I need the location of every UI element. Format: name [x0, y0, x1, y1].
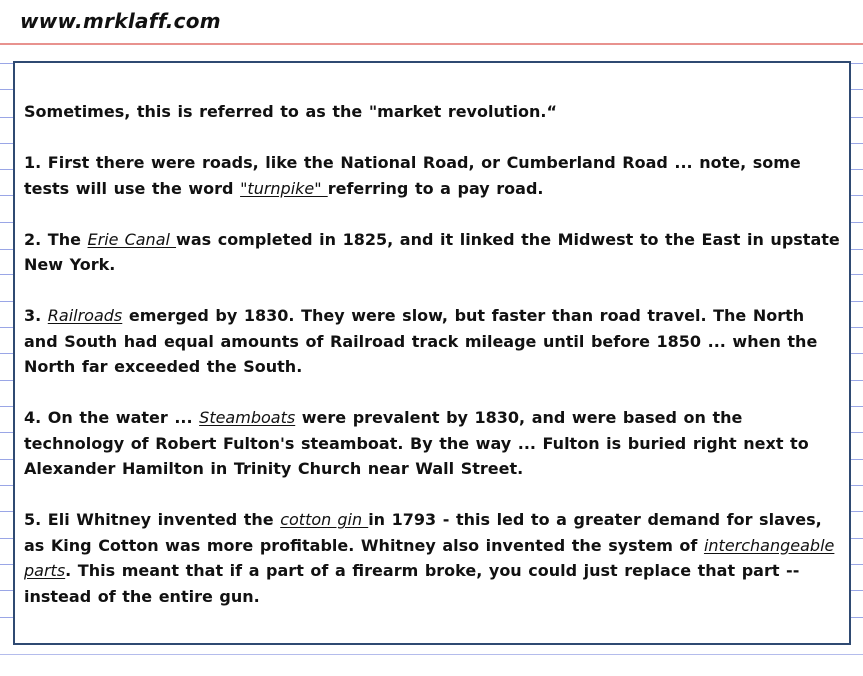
ruled-line [851, 406, 863, 407]
paragraph-text: 3. [24, 306, 48, 325]
content-box [13, 61, 851, 645]
ruled-line [0, 89, 14, 90]
ruled-line [0, 143, 14, 144]
paragraph-text: 5. Eli Whitney invented the [24, 510, 281, 529]
intro-paragraph: Sometimes, this is referred to as the "market revolution.“ [24, 102, 557, 121]
paragraph-text: 2. The [24, 229, 88, 249]
ruled-line [0, 380, 14, 381]
paragraph-text: referring to a pay road. [327, 178, 544, 198]
ruled-line [851, 590, 863, 591]
ruled-line [0, 169, 14, 170]
paragraph-cotton-gin [24, 507, 842, 609]
ruled-line [0, 617, 14, 618]
notes-text [24, 99, 842, 609]
paragraph-text: 1. First there were roads, like the National Road, or Cumberland Road ... note, some tests will use the word [24, 153, 801, 198]
term-cotton-gin: cotton gin [280, 510, 369, 529]
ruled-line [851, 63, 863, 64]
paragraph-text: . This meant that if a part of a firearm broke, you could just replace that part -- instead of the entire gun. [24, 561, 800, 606]
ruled-line [0, 485, 14, 486]
paragraph-text: were prevalent by 1830, and were based on the technology of Robert Fulton's steamboat. By the way ... Fulton is buried right next to Alexander Hamilton in Trinity Church near Wall Street. [24, 408, 809, 478]
ruled-line [0, 353, 14, 354]
ruled-line [0, 327, 14, 328]
ruled-line [0, 432, 14, 433]
ruled-line [851, 249, 863, 250]
ruled-line [0, 195, 14, 196]
paragraph-text: emerged by 1830. They were slow, but faster than road travel. The North and South had equal amounts of Railroad track mileage until before 1850 ... when the North far exceeded the South. [24, 306, 818, 376]
ruled-line [851, 327, 863, 328]
ruled-line [0, 538, 14, 539]
paragraph-roads [24, 150, 842, 201]
ruled-line [0, 301, 14, 302]
ruled-line [0, 63, 14, 64]
ruled-line [851, 353, 863, 354]
ruled-line [851, 538, 863, 539]
term-steamboats: Steamboats [199, 408, 296, 427]
paragraph-erie-canal [24, 227, 842, 278]
ruled-line [851, 380, 863, 381]
ruled-line [0, 249, 14, 250]
ruled-line [851, 117, 863, 118]
ruled-line [851, 564, 863, 565]
ruled-line [851, 89, 863, 90]
ruled-line [851, 617, 863, 618]
ruled-line [851, 301, 863, 302]
paragraph-railroads [24, 303, 842, 380]
ruled-line [0, 117, 14, 118]
ruled-line [851, 195, 863, 196]
ruled-line [851, 485, 863, 486]
term-erie-canal: Erie Canal [87, 229, 177, 249]
ruled-line [0, 406, 14, 407]
term-railroads: Railroads [47, 306, 123, 325]
ruled-line-bottom [0, 654, 863, 655]
term-interchangeable-parts: interchangeable parts [24, 535, 835, 580]
paragraph-steamboats [24, 405, 842, 482]
ruled-line [851, 222, 863, 223]
paragraph-text: 4. On the water ... [24, 408, 200, 427]
site-url-header: www.mrklaff.com [20, 9, 221, 33]
term-turnpike: "turnpike" [240, 178, 328, 198]
ruled-line [0, 564, 14, 565]
ruled-line [851, 143, 863, 144]
ruled-line [0, 274, 14, 275]
paragraph-text: in 1793 - this led to a greater demand for slaves, as King Cotton was more profitable. Whitney also invented the system of [24, 510, 822, 555]
ruled-line [851, 432, 863, 433]
ruled-line [851, 511, 863, 512]
ruled-line [0, 590, 14, 591]
paragraph-text: was completed in 1825, and it linked the Midwest to the East in upstate New York. [24, 229, 840, 274]
ruled-line [0, 459, 14, 460]
header-rule [0, 43, 863, 45]
ruled-line [851, 459, 863, 460]
ruled-line [0, 222, 14, 223]
ruled-line [851, 274, 863, 275]
ruled-line [851, 169, 863, 170]
ruled-line [0, 511, 14, 512]
